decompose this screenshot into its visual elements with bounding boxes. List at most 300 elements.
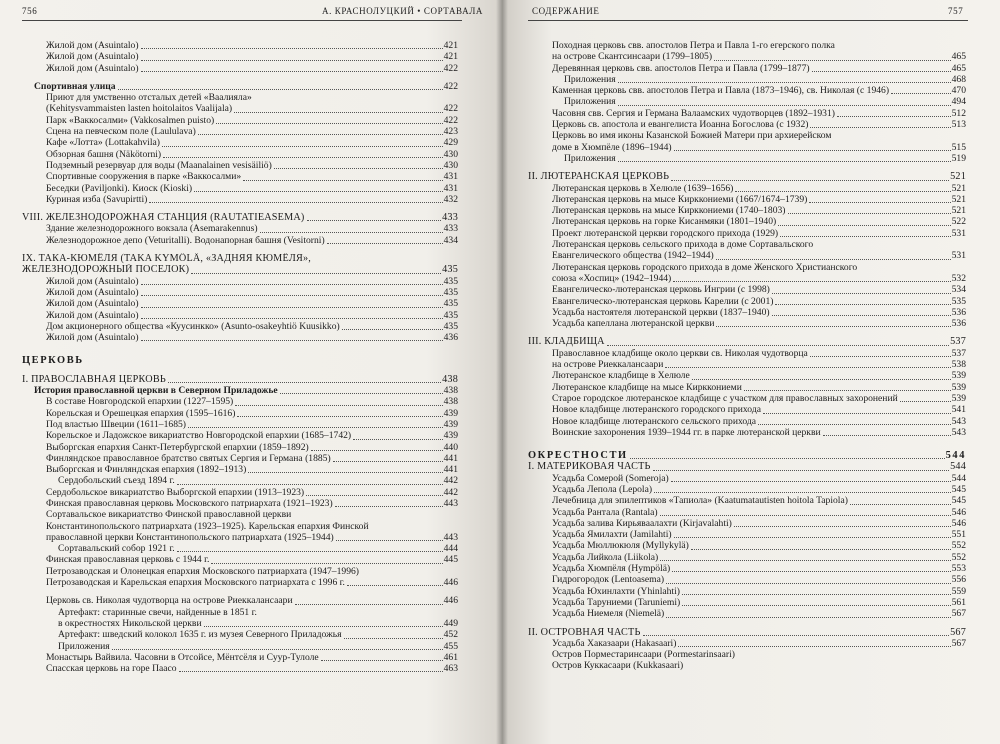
toc-entry (528, 627, 966, 638)
toc-page-number: 521 (951, 182, 966, 194)
toc-entry (528, 63, 966, 74)
toc-entry (22, 171, 458, 182)
toc-dot-leader (772, 308, 951, 316)
toc-dot-leader (211, 556, 442, 564)
toc-entry (22, 453, 458, 464)
toc-entry (22, 103, 458, 114)
toc-entry-title: православной церкви Константинопольского патриархата (1925–1944) (46, 531, 334, 543)
toc-page-number: 556 (951, 574, 966, 586)
toc-entry (528, 518, 966, 529)
toc-entry-title: Деревянная церковь свв. апостолов Петра и Павла (1799–1877) (552, 62, 810, 74)
toc-page-number: 431 (443, 171, 458, 183)
toc-entry (528, 660, 966, 671)
toc-page-number: 422 (443, 103, 458, 115)
toc-entry-title: Православное кладбище около церкви св. Николая чудотворца (552, 347, 808, 359)
toc-dot-leader (607, 338, 949, 346)
toc-page-number: 538 (951, 359, 966, 371)
toc-page-number: 421 (443, 40, 458, 51)
toc-entry-title: Жилой дом (Asuintalo) (46, 62, 139, 74)
toc-entry (22, 663, 458, 674)
toc-entry-title: Сердобольское викариатство Выборгской епархии (1913–1923) (46, 486, 305, 498)
toc-entry (528, 638, 966, 649)
toc-entry (22, 618, 458, 629)
toc-entry-title: Выборгская и Финляндская епархия (1892–1913) (46, 464, 247, 476)
toc-dot-leader (653, 463, 950, 471)
toc-page-number: 422 (443, 62, 458, 74)
toc-entry (22, 115, 458, 126)
toc-entry (528, 473, 966, 484)
toc-dot-leader (673, 274, 950, 282)
toc-dot-leader (812, 64, 951, 72)
toc-dot-leader (280, 386, 443, 394)
toc-dot-leader (191, 266, 441, 274)
toc-spacer (22, 205, 458, 212)
toc-entry (22, 607, 458, 618)
toc-page-number: 522 (951, 216, 966, 228)
toc-entry-title: II. ОСТРОВНАЯ ЧАСТЬ (528, 626, 641, 638)
toc-entry-title: Сердобольский съезд 1894 г. (58, 475, 175, 487)
toc-dot-leader (744, 383, 951, 391)
toc-entry-title: ЦЕРКОВЬ (22, 355, 84, 367)
toc-entry (22, 577, 458, 588)
toc-entry (528, 284, 966, 295)
toc-entry (528, 194, 966, 205)
toc-entry-title: VIII. ЖЕЛЕЗНОДОРОЖНАЯ СТАНЦИЯ (RAUTATIEASEMA) (22, 212, 305, 224)
toc-dot-leader (810, 120, 950, 128)
toc-entry (528, 370, 966, 381)
toc-entry-title: Походная церковь свв. апостолов Петра и Павла 1-го егерского полка (552, 40, 835, 51)
toc-page-number: 422 (443, 80, 458, 92)
toc-entry-title: Церковь св. апостола и евангелиста Иоанна Богослова (с 1932) (552, 119, 809, 131)
toc-entry (528, 461, 966, 472)
toc-entry (528, 262, 966, 273)
toc-entry-title: доме в Хюмпёле (1896–1944) (552, 141, 672, 153)
toc-entry-title: Евангелическо-лютеранская церковь Ингрии (с 1998) (552, 284, 770, 296)
toc-dot-leader (716, 319, 950, 327)
toc-entry (528, 416, 966, 427)
toc-entry-title: Лютеранская церковь сельского прихода в доме Сортавальского (552, 239, 814, 251)
toc-dot-leader (691, 542, 951, 550)
toc-page-number: 531 (951, 250, 966, 262)
toc-entry-title: Жилой дом (Asuintalo) (46, 309, 139, 321)
toc-page-number: 433 (442, 212, 458, 224)
toc-dot-leader (344, 631, 443, 639)
toc-entry (22, 194, 458, 205)
toc-entry-title: Проект лютеранской церкви городского прихода (1929) (552, 227, 779, 239)
toc-dot-leader (778, 218, 950, 226)
toc-entry (528, 574, 966, 585)
toc-dot-leader (198, 127, 443, 135)
toc-dot-leader (204, 619, 443, 627)
toc-page-number: 440 (443, 441, 458, 453)
toc-page-number: 430 (443, 148, 458, 160)
toc-entry-title: Евангелическо-лютеранская церковь Карелии (с 2001) (552, 295, 774, 307)
toc-page-number: 452 (443, 629, 458, 641)
left-running-head: А. КРАСНОЛУЦКИЙ • СОРТАВАЛА (322, 6, 483, 16)
toc-dot-leader (260, 225, 443, 233)
toc-page-number: 531 (951, 227, 966, 239)
toc-entry-title: Усадьба Таруниеми (Taruniemi) (552, 596, 681, 608)
toc-entry-title: Приложения (564, 96, 616, 108)
toc-entry (22, 595, 458, 606)
toc-page-number: 552 (951, 540, 966, 552)
toc-entry-title: Петрозаводская и Карельская епархия Московского патриархата с 1996 г. (46, 577, 345, 589)
toc-entry (528, 228, 966, 239)
toc-page-number: 544 (945, 450, 966, 462)
toc-dot-leader (758, 417, 951, 425)
toc-entry-title: Усадьба настоятеля лютеранской церкви (1837–1940) (552, 306, 770, 318)
toc-dot-leader (734, 519, 951, 527)
toc-dot-leader (141, 53, 443, 61)
toc-page-number: 465 (951, 62, 966, 74)
toc-dot-leader (335, 499, 443, 507)
toc-page-number: 429 (443, 137, 458, 149)
toc-entry (528, 273, 966, 284)
toc-page-number: 438 (443, 396, 458, 408)
toc-entry-title: в окрестностях Никольской церкви (58, 617, 202, 629)
toc-entry (22, 475, 458, 486)
toc-entry (22, 276, 458, 287)
toc-page-number: 536 (951, 318, 966, 330)
toc-page-number: 422 (443, 114, 458, 126)
toc-page-number: 431 (443, 182, 458, 194)
toc-dot-leader (141, 41, 443, 49)
toc-entry (22, 183, 458, 194)
toc-entry-title: I. МАТЕРИКОВАЯ ЧАСТЬ (528, 461, 651, 473)
toc-dot-leader (654, 485, 951, 493)
toc-entry-title: Жилой дом (Asuintalo) (46, 332, 139, 344)
right-header-rule (528, 20, 968, 21)
toc-entry-title: Усадьба капеллана лютеранской церкви (552, 318, 715, 330)
toc-entry-title: Лютеранская церковь в Хелюле (1639–1656) (552, 182, 734, 194)
toc-dot-leader (168, 375, 441, 383)
toc-entry-title: Новое кладбище лютеранского городского прихода (552, 404, 761, 416)
toc-entry (22, 521, 458, 532)
toc-page-number: 461 (443, 651, 458, 663)
toc-dot-leader (141, 64, 443, 72)
toc-entry (528, 597, 966, 608)
toc-entry-title: Здание железнодорожного вокзала (Asemarakennus) (46, 223, 258, 235)
toc-page-number: 449 (443, 617, 458, 629)
toc-entry (22, 554, 458, 565)
toc-page-number: 435 (443, 309, 458, 321)
toc-entry (528, 216, 966, 227)
toc-page-number: 421 (443, 51, 458, 63)
toc-spacer (22, 74, 458, 81)
toc-dot-leader (763, 406, 951, 414)
toc-page-number: 468 (951, 73, 966, 85)
left-toc (22, 40, 458, 674)
toc-entry (22, 212, 458, 223)
toc-page-number: 435 (443, 286, 458, 298)
toc-page-number: 465 (951, 51, 966, 63)
toc-dot-leader (823, 428, 951, 436)
toc-entry-title: Часовня свв. Сергия и Германа Валаамских чудотворцев (1892–1931) (552, 107, 835, 119)
toc-dot-leader (714, 53, 951, 61)
toc-entry (528, 318, 966, 329)
toc-entry-title: Лютеранское кладбище на мысе Кирккониеми (552, 381, 742, 393)
toc-page-number: 544 (950, 461, 966, 473)
toc-dot-leader (336, 533, 443, 541)
toc-entry (528, 119, 966, 130)
toc-page-number: 436 (443, 332, 458, 344)
toc-dot-leader (682, 587, 951, 595)
toc-dot-leader (188, 420, 443, 428)
toc-dot-leader (671, 173, 949, 181)
toc-entry-title: История православной церкви в Северном Приладожье (34, 385, 278, 397)
toc-entry (22, 532, 458, 543)
toc-entry-title: Лютеранское кладбище в Хелюле (552, 370, 690, 382)
toc-page-number: 567 (950, 626, 966, 638)
toc-dot-leader (716, 252, 951, 260)
toc-entry (528, 393, 966, 404)
toc-entry-title: Воинские захоронения 1939–1944 гг. в парке лютеранской церкви (552, 426, 821, 438)
toc-dot-leader (682, 598, 950, 606)
toc-entry (528, 563, 966, 574)
toc-entry (528, 96, 966, 107)
toc-page-number: 438 (442, 373, 458, 385)
toc-entry (22, 235, 458, 246)
toc-entry (22, 92, 458, 103)
toc-entry (528, 359, 966, 370)
toc-entry (22, 253, 458, 264)
toc-page-number: 546 (951, 506, 966, 518)
toc-entry (528, 427, 966, 438)
toc-page-number: 546 (951, 517, 966, 529)
toc-entry (528, 183, 966, 194)
toc-entry (528, 552, 966, 563)
toc-entry (22, 442, 458, 453)
toc-dot-leader (141, 333, 443, 341)
toc-dot-leader (618, 154, 951, 162)
toc-entry (22, 374, 458, 385)
toc-entry-title: Сцена на певческом поле (Laululava) (46, 126, 196, 138)
toc-entry (22, 149, 458, 160)
toc-entry-title: В составе Новгородской епархии (1227–1595) (46, 396, 234, 408)
toc-entry-title: Артефакт: шведский колокол 1635 г. из музея Северного Приладожья (58, 629, 342, 641)
toc-spacer (22, 588, 458, 595)
toc-page-number: 455 (443, 640, 458, 652)
toc-entry (22, 498, 458, 509)
toc-page-number: 539 (951, 370, 966, 382)
toc-entry-title: Усадьба Хаказаари (Hakasaari) (552, 637, 677, 649)
toc-page-number: 545 (951, 483, 966, 495)
toc-entry-title: Усадьба Лийкола (Liikola) (552, 551, 659, 563)
toc-entry-title: Жилой дом (Asuintalo) (46, 51, 139, 63)
toc-entry (528, 307, 966, 318)
toc-entry-title: Петрозаводская и Олонецкая епархия Московского патриархата (1947–1996) (46, 565, 359, 577)
toc-spacer (528, 329, 966, 336)
toc-entry (22, 487, 458, 498)
toc-entry-title: Усадьба Ямилахти (Jamilahti) (552, 529, 672, 541)
toc-page-number: 537 (951, 347, 966, 359)
toc-page-number: 439 (443, 430, 458, 442)
toc-entry-title: Церковь во имя иконы Казанской Божией Матери при архиерейском (552, 130, 832, 142)
toc-dot-leader (162, 139, 443, 147)
toc-entry-title: Корельское и Ладожское викариатство Новгородской епархии (1685–1742) (46, 430, 352, 442)
toc-entry-title: Выборгская епархия Санкт-Петербургской епархии (1859–1892) (46, 441, 309, 453)
toc-dot-leader (353, 432, 442, 440)
toc-entry-title: Спортивная улица (34, 80, 116, 92)
toc-dot-leader (163, 150, 443, 158)
toc-page-number: 539 (951, 392, 966, 404)
toc-page-number: 435 (443, 298, 458, 310)
toc-dot-leader (666, 610, 950, 618)
toc-entry-title: Новое кладбище лютеранского сельского прихода (552, 415, 757, 427)
book-gutter (496, 0, 508, 744)
toc-dot-leader (179, 664, 443, 672)
toc-page-number: 439 (443, 407, 458, 419)
toc-page-number: 441 (443, 464, 458, 476)
toc-entry-title: союза «Хоспиц» (1942–1944) (552, 272, 672, 284)
toc-dot-leader (660, 508, 951, 516)
toc-dot-leader (618, 98, 951, 106)
toc-page-number: 553 (951, 563, 966, 575)
toc-entry (22, 81, 458, 92)
toc-page-number: 544 (951, 472, 966, 484)
toc-dot-leader (809, 195, 950, 203)
toc-page-number: 521 (951, 205, 966, 217)
toc-dot-leader (216, 116, 442, 124)
toc-entry (528, 404, 966, 415)
toc-dot-leader (780, 229, 951, 237)
toc-entry (528, 250, 966, 261)
toc-entry-title: Беседки (Paviljonki). Киоск (Kioski) (46, 182, 193, 194)
toc-dot-leader (775, 297, 950, 305)
toc-entry-title: III. КЛАДБИЩА (528, 336, 605, 348)
toc-entry (22, 652, 458, 663)
toc-page-number: 463 (443, 663, 458, 675)
toc-page-number: 532 (951, 272, 966, 284)
toc-dot-leader (307, 213, 442, 221)
toc-entry (528, 649, 966, 660)
toc-dot-leader (118, 82, 443, 90)
toc-entry (22, 287, 458, 298)
toc-page-number: 423 (443, 126, 458, 138)
toc-dot-leader (333, 454, 443, 462)
toc-page-number: 441 (443, 452, 458, 464)
toc-entry (528, 586, 966, 597)
toc-page-number: 519 (951, 152, 966, 164)
toc-dot-leader (311, 443, 443, 451)
toc-dot-leader (772, 286, 951, 294)
toc-entry-title: Спортивные сооружения в парке «Ваккосалми» (46, 171, 242, 183)
toc-entry (22, 223, 458, 234)
toc-dot-leader (274, 161, 443, 169)
toc-page-number: 470 (951, 85, 966, 97)
toc-dot-leader (643, 628, 950, 636)
toc-entry-title: Спасская церковь на горе Паасо (46, 663, 177, 675)
toc-entry-title: Сортавальский собор 1921 г. (58, 543, 175, 555)
toc-entry (22, 629, 458, 640)
toc-entry (528, 239, 966, 250)
toc-entry-title: Лютеранская церковь на мысе Кирккониеми (1667/1674–1739) (552, 193, 808, 205)
toc-page-number: 435 (443, 320, 458, 332)
toc-dot-leader (141, 311, 443, 319)
toc-entry (22, 543, 458, 554)
toc-entry (22, 40, 458, 51)
toc-dot-leader (347, 578, 443, 586)
toc-entry-title: Корельская и Орешецкая епархия (1595–1616) (46, 407, 236, 419)
toc-page-number: 446 (443, 595, 458, 607)
toc-entry (22, 566, 458, 577)
toc-entry-title: Усадьба Сомерой (Someroja) (552, 472, 669, 484)
toc-entry-title: Церковь св. Николая чудотворца на острове Риеккалансаари (46, 595, 293, 607)
toc-dot-leader (678, 639, 950, 647)
toc-entry-title: Жилой дом (Asuintalo) (46, 286, 139, 298)
toc-dot-leader (671, 474, 951, 482)
right-page-number: 757 (948, 6, 964, 16)
toc-dot-leader (235, 398, 442, 406)
toc-entry-title: ЖЕЛЕЗНОДОРОЖНЫЙ ПОСЕЛОК) (22, 264, 190, 276)
toc-spacer (528, 620, 966, 627)
toc-dot-leader (141, 277, 443, 285)
toc-entry-title: Старое городское лютеранское кладбище с участком для православных захоронений (552, 392, 898, 404)
toc-page-number: 435 (443, 275, 458, 287)
toc-entry (22, 51, 458, 62)
toc-entry-title: Остров Порместаринсаари (Pormestarinsaari) (552, 649, 735, 661)
toc-entry (22, 264, 458, 275)
toc-entry-title: Куриная изба (Savupirtti) (46, 193, 148, 205)
toc-page-number: 434 (443, 234, 458, 246)
toc-entry-title: Лютеранская церковь на мысе Кирккониеми (1740–1803) (552, 205, 786, 217)
toc-entry (528, 296, 966, 307)
toc-dot-leader (194, 184, 443, 192)
toc-entry-title: Приложения (564, 73, 616, 85)
toc-entry (528, 205, 966, 216)
toc-dot-leader (295, 597, 443, 605)
toc-page-number: 443 (443, 531, 458, 543)
toc-dot-leader (665, 360, 950, 368)
toc-spacer (528, 164, 966, 171)
toc-entry-title: Железнодорожное депо (Veturitalli). Водонапорная башня (Vesitorni) (46, 234, 325, 246)
toc-entry-title: Финская православная церковь Московского патриархата (1921–1923) (46, 497, 333, 509)
toc-dot-leader (327, 236, 443, 244)
toc-entry-title: II. ЛЮТЕРАНСКАЯ ЦЕРКОВЬ (528, 171, 670, 183)
toc-entry (22, 396, 458, 407)
toc-entry (528, 40, 966, 51)
toc-entry-title: Усадьба Мюллюкюля (Myllykylä) (552, 540, 689, 552)
toc-entry-title: Лечебница для эпилептиков «Тапиола» (Kaatumatautisten hoitola Tapiola) (552, 495, 848, 507)
toc-page-number: 443 (443, 497, 458, 509)
toc-page-number: 567 (951, 637, 966, 649)
toc-page-number: 439 (443, 418, 458, 430)
right-running-head: СОДЕРЖАНИЕ (532, 6, 600, 16)
toc-entry (528, 540, 966, 551)
toc-entry (22, 641, 458, 652)
right-toc (528, 40, 966, 672)
toc-dot-leader (674, 143, 951, 151)
toc-dot-leader (321, 653, 443, 661)
toc-entry (528, 51, 966, 62)
toc-entry-title: Приют для умственно отсталых детей «Ваалияла» (46, 92, 252, 104)
toc-entry-title: Жилой дом (Asuintalo) (46, 298, 139, 310)
toc-entry-title: I. ПРАВОСЛАВНАЯ ЦЕРКОВЬ (22, 373, 166, 385)
toc-entry-title: на острове Риеккалансаари (552, 359, 664, 371)
toc-page-number: 521 (951, 193, 966, 205)
toc-entry-title: Усадьба Рантала (Rantala) (552, 506, 658, 518)
toc-dot-leader (141, 300, 443, 308)
toc-entry-title: Гидрогородок (Lentoasema) (552, 574, 665, 586)
toc-entry-title: (Kehitysvammaisten lasten hoitolaitos Vaalijala) (46, 103, 233, 115)
toc-entry-title: ОКРЕСТНОСТИ (528, 450, 628, 462)
toc-dot-leader (666, 576, 951, 584)
toc-spacer (22, 343, 458, 355)
toc-entry-title: Усадьба Лепола (Lepola) (552, 483, 653, 495)
toc-entry-title: Усадьба Юхинлахти (Yhinlahti) (552, 585, 680, 597)
toc-entry-title: Парк «Ваккосалми» (Vakkosalmen puisto) (46, 114, 215, 126)
toc-entry (528, 495, 966, 506)
